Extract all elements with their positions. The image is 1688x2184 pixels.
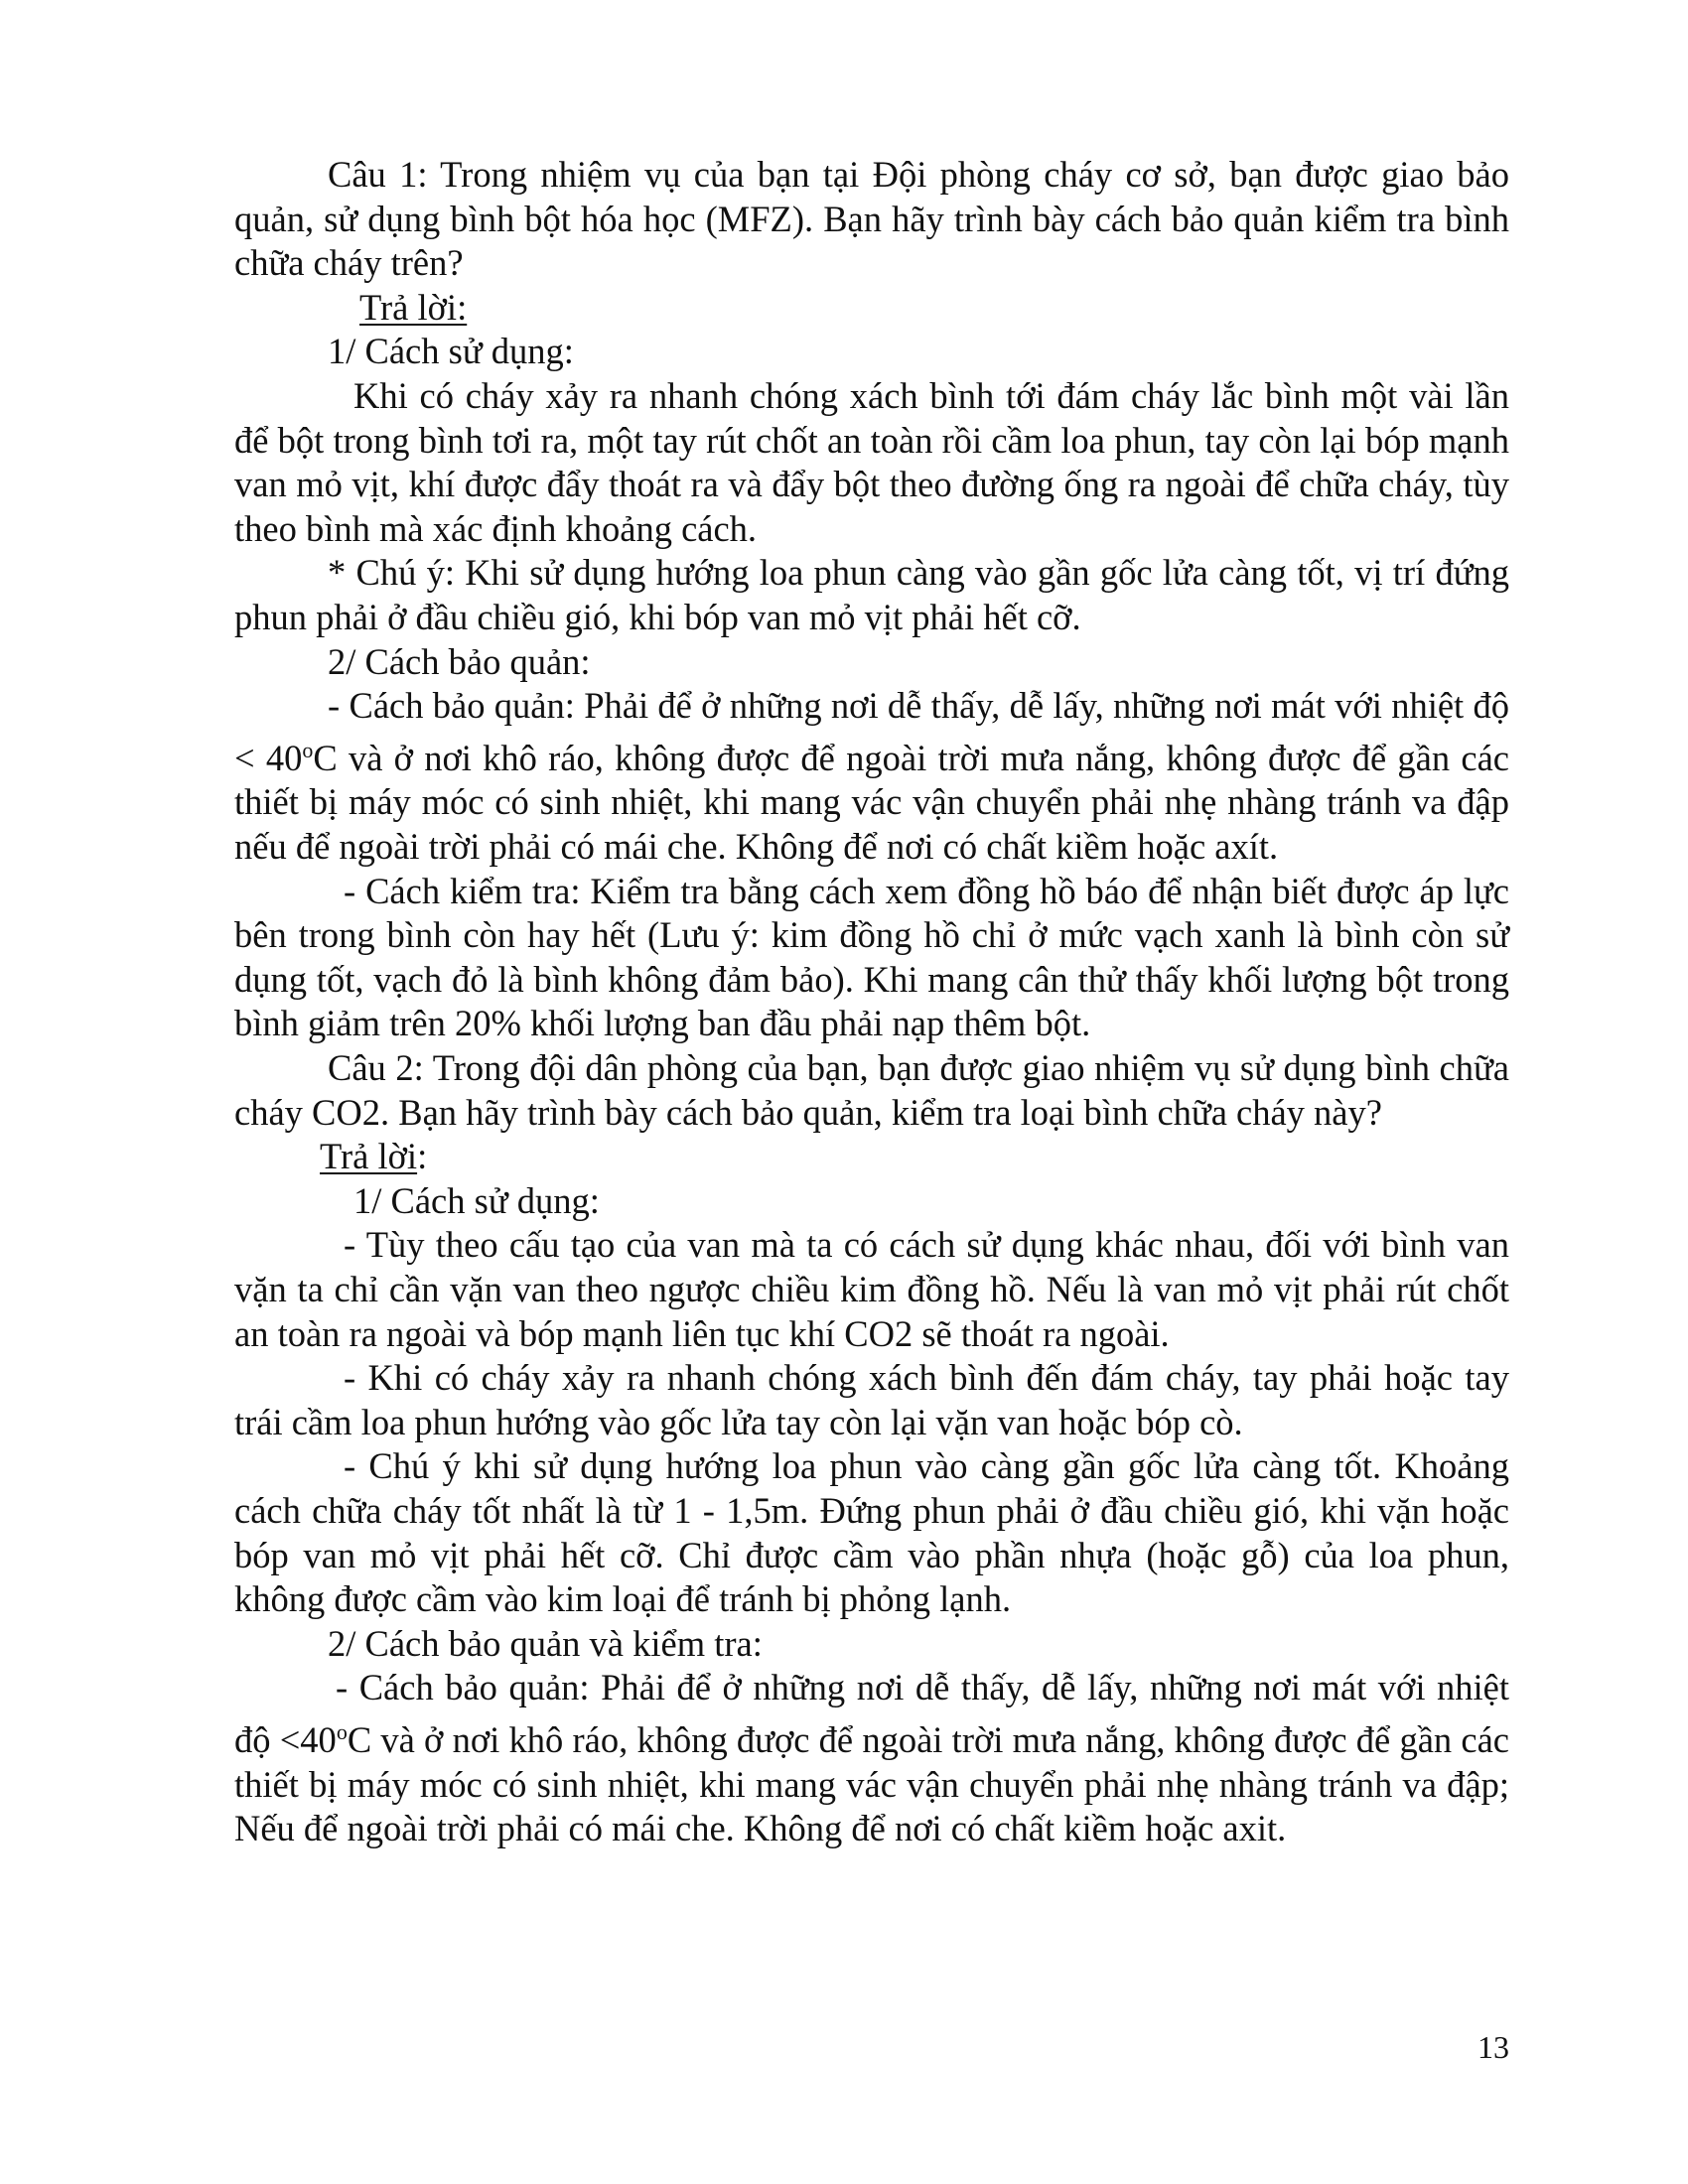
usage-heading-2: 1/ Cách sử dụng: [353, 1179, 600, 1221]
storage-text-2-after: C và ở nơi khô ráo, không được để ngoài trời mưa nắng, không được để gần các thiết bị máy móc có sinh nhiệt, khi mang vác vận chuyển phải nhẹ nhàng tránh va đập; Nếu để ngoài trời phải có mái che. Không để nơi có chất kiềm hoặc axit. [234, 1719, 1509, 1849]
answer-label-1-text: Trả lời: [359, 286, 468, 328]
storage-text-1-before: - Cách bảo quản: Phải để ở những nơi dễ thấy, dễ lấy, những nơi mát với nhiệt độ < 40 [234, 685, 1509, 778]
storage-text-1 [234, 684, 1509, 870]
storage-heading-2: 2/ Cách bảo quản và kiểm tra: [328, 1622, 763, 1664]
answer-label-2 [234, 1135, 1509, 1179]
usage-text-1: Khi có cháy xảy ra nhanh chóng xách bình tới đám cháy lắc bình một vài lần để bột trong bình tơi ra, một tay rút chốt an toàn rồi cầm loa phun, tay còn lại bóp mạnh van mỏ vịt, khí được đẩy thoát ra và đẩy bột theo đường ống ra ngoài để chữa cháy, tùy theo bình mà xác định khoảng cách. [234, 374, 1509, 549]
check-text-1: - Cách kiểm tra: Kiểm tra bằng cách xem đồng hồ báo để nhận biết được áp lực bên trong bình còn hay hết (Lưu ý: kim đồng hồ chỉ ở mức vạch xanh là bình còn sử dụng tốt, vạch đỏ là bình không đảm bảo). Khi mang cân thử thấy khối lượng bột trong bình giảm trên 20% khối lượng ban đầu phải nạp thêm bột. [234, 870, 1509, 1044]
page-number: 13 [1477, 2029, 1509, 2065]
question-1: Câu 1: Trong nhiệm vụ của bạn tại Đội phòng cháy cơ sở, bạn được giao bảo quản, sử dụng bình bột hóa học (MFZ). Bạn hãy trình bày cách bảo quản kiểm tra bình chữa cháy trên? [234, 154, 1509, 284]
storage-text-2 [234, 1666, 1509, 1851]
usage-text-2c: - Chú ý khi sử dụng hướng loa phun vào càng gần gốc lửa càng tốt. Khoảng cách chữa cháy tốt nhất là từ 1 - 1,5m. Đứng phun phải ở đầu chiều gió, khi vặn hoặc bóp van mỏ vịt phải hết cỡ. Chỉ được cầm vào phần nhựa (hoặc gỗ) của loa phun, không được cầm vào kim loại để tránh bị phỏng lạnh. [234, 1445, 1509, 1620]
document-page [234, 153, 1509, 1851]
usage-text-2a: - Tùy theo cấu tạo của van mà ta có cách sử dụng khác nhau, đối với bình van vặn ta chỉ cần vặn van theo ngược chiều kim đồng hồ. Nếu là van mỏ vịt phải rút chốt an toàn ra ngoài và bóp mạnh liên tục khí CO2 sẽ thoát ra ngoài. [234, 1224, 1509, 1354]
answer-label-2-text: Trả lời [320, 1136, 418, 1177]
usage-text-2b: - Khi có cháy xảy ra nhanh chóng xách bình đến đám cháy, tay phải hoặc tay trái cầm loa phun hướng vào gốc lửa tay còn lại vặn van hoặc bóp cò. [234, 1357, 1509, 1442]
storage-heading-1: 2/ Cách bảo quản: [328, 640, 591, 682]
storage-text-2-before: - Cách bảo quản: Phải để ở những nơi dễ thấy, dễ lấy, những nơi mát với nhiệt độ <40 [234, 1667, 1509, 1761]
answer-label-1 [234, 286, 1509, 331]
answer-label-2-colon: : [417, 1136, 428, 1177]
note-1: * Chú ý: Khi sử dụng hướng loa phun càng vào gần gốc lửa càng tốt, vị trí đứng phun phải ở đầu chiều gió, khi bóp van mỏ vịt phải hết cỡ. [234, 552, 1509, 637]
storage-text-1-degree: o [302, 737, 314, 762]
storage-text-1-after: C và ở nơi khô ráo, không được để ngoài trời mưa nắng, không được để gần các thiết bị máy móc có sinh nhiệt, khi mang vác vận chuyển phải nhẹ nhàng tránh va đập nếu để ngoài trời phải có mái che. Không để nơi có chất kiềm hoặc axít. [234, 737, 1509, 868]
question-2: Câu 2: Trong đội dân phòng của bạn, bạn được giao nhiệm vụ sử dụng bình chữa cháy CO2. Bạn hãy trình bày cách bảo quản, kiểm tra loại bình chữa cháy này? [234, 1047, 1509, 1133]
usage-heading-1: 1/ Cách sử dụng: [328, 331, 574, 372]
storage-text-2-degree: o [336, 1718, 348, 1744]
